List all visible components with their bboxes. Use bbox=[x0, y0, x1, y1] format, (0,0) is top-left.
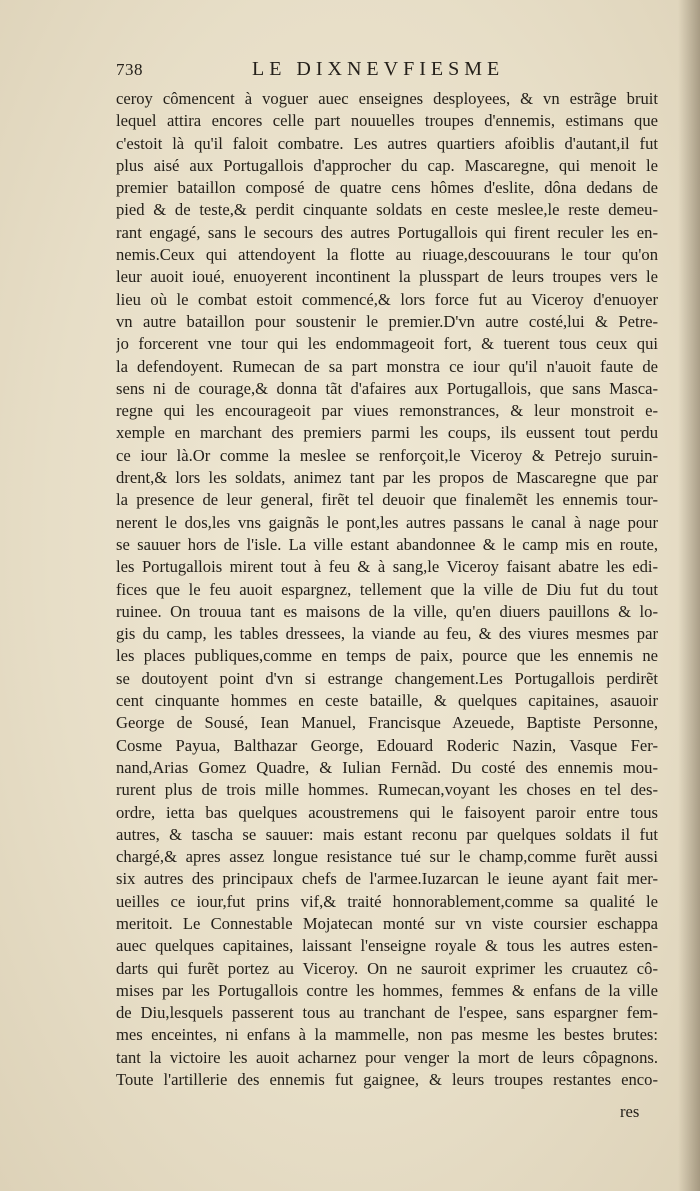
text-line: ruinee. On trouua tant es maisons de la ville, qu'en diuers pauillons & lo- bbox=[116, 601, 658, 621]
text-line: autres, & tascha se sauuer: mais estant reconu par quelques soldats il fut bbox=[116, 824, 658, 844]
text-line: ceroy cômencent à voguer auec enseignes desployees, & vn estrãge bruit bbox=[116, 89, 658, 108]
text-line: mises par les Portugallois contre les hommes, femmes & enfans de la ville bbox=[116, 980, 658, 1000]
text-line: mes enceintes, ni enfans à la mammelle, non pas mesme les bestes brutes: bbox=[116, 1025, 658, 1045]
text-line: gis du camp, les tables dressees, la viande au feu, & des viures mesmes par bbox=[116, 624, 658, 644]
text-line: regne qui les encourageoit par viues remonstrances, & leur monstroit e- bbox=[116, 401, 658, 421]
text-line: meritoit. Le Connestable Mojatecan monté sur vn viste coursier eschappa bbox=[116, 913, 658, 933]
page-number: 738 bbox=[116, 60, 143, 79]
text-line: rant engagé, sans le secours des autres Portugallois qui firent reculer les en- bbox=[116, 222, 658, 242]
text-line: ueilles ce iour,fut prins vif,& traité honnorablement,comme sa qualité le bbox=[116, 891, 658, 911]
text-line: nerent le dos,les vns gaignãs le pont,les autres passans le canal à nage pour bbox=[116, 512, 658, 532]
text-line: vn autre bataillon pour soustenir le premier.D'vn autre costé,lui & Petre- bbox=[116, 311, 658, 331]
text-line: ce iour là.Or comme la meslee se renforçoit,le Viceroy & Petrejo suruin- bbox=[116, 445, 658, 465]
text-line: Cosme Payua, Balthazar George, Edouard Roderic Nazin, Vasque Fer- bbox=[116, 735, 658, 755]
text-line: la presence de leur general, firẽt tel deuoir que finalemẽt les ennemis tour- bbox=[116, 490, 658, 510]
text-line: drent,& lors les soldats, animez tant par les propos de Mascaregne que par bbox=[116, 468, 658, 488]
text-line: pied & de teste,& perdit cinquante soldats en ceste meslee,le reste demeu- bbox=[116, 200, 658, 220]
text-line: lequel attira encores celle part nouuelles troupes d'ennemis, estimans que bbox=[116, 111, 658, 131]
text-line: cent cinquante hommes en ceste bataille, & quelques capitaines, asauoir bbox=[116, 691, 658, 711]
text-line: premier bataillon composé de quatre cens hômes d'eslite, dôna dedans de bbox=[116, 178, 658, 198]
text-line: George de Sousé, Iean Manuel, Francisque Azeuede, Baptiste Personne, bbox=[116, 713, 658, 733]
text-line: darts qui furẽt portez au Viceroy. On ne sauroit exprimer les cruautez cô- bbox=[116, 958, 658, 978]
text-line: plus aisé aux Portugallois d'approcher du cap. Mascaregne, qui menoit le bbox=[116, 155, 658, 175]
text-line: lieu où le combat estoit commencé,& lors force fut au Viceroy d'enuoyer bbox=[116, 289, 658, 309]
text-line: tant la victoire les auoit acharnez pour venger la mort de leurs côpagnons. bbox=[116, 1047, 658, 1067]
text-line: se doutoyent point d'vn si estrange changement.Les Portugallois perdirẽt bbox=[116, 668, 658, 688]
text-line: ordre, ietta bas quelques acoustremens qui le faisoyent paroir entre tous bbox=[116, 802, 658, 822]
text-line: leur auoit ioué, enuoyerent incontinent la plusspart de leurs troupes vers le bbox=[116, 267, 658, 287]
text-line: six autres des principaux chefs de l'armee.Iuzarcan le ieune ayant fait mer- bbox=[116, 869, 658, 889]
text-line: se sauuer hors de l'isle. La ville estant abandonnee & le camp mis en route, bbox=[116, 534, 658, 554]
text-line: Toute l'artillerie des ennemis fut gaignee, & leurs troupes restantes enco- bbox=[116, 1070, 658, 1090]
text-line: nand,Arias Gomez Quadre, & Iulian Fernãd. Du costé des ennemis mou- bbox=[116, 757, 658, 777]
text-line: auec quelques capitaines, laissant l'enseigne royale & tous les autres esten- bbox=[116, 936, 658, 956]
text-line: nemis.Ceux qui attendoyent la flotte au riuage,descouurans le tour qu'on bbox=[116, 245, 658, 265]
text-line: sens ni de courage,& donna tãt d'afaires aux Portugallois, que sans Masca- bbox=[116, 378, 658, 398]
text-line: les places publiques,comme en temps de paix, pource que les ennemis ne bbox=[116, 646, 658, 666]
text-line: xemple en marchant des premiers parmi les coups, ils eussent tout perdu bbox=[116, 423, 658, 443]
catchword: res bbox=[620, 1102, 640, 1121]
text-line: rurent plus de trois mille hommes. Rumecan,voyant les choses en tel des- bbox=[116, 780, 658, 800]
text-line: jo forcerent vne tour qui les endommageoit fort, & tuerent tous ceux qui bbox=[116, 334, 658, 354]
text-line: c'estoit là qu'il faloit combatre. Les autres quartiers afoiblis d'autant,il fut bbox=[116, 133, 658, 153]
body-text bbox=[116, 88, 658, 1091]
text-line: chargé,& apres assez longue resistance tué sur le champ,comme furẽt aussi bbox=[116, 847, 658, 867]
text-line: de Diu,lesquels passerent tous au tranchant de l'espee, sans espargner fem- bbox=[116, 1003, 658, 1023]
page-header bbox=[116, 58, 660, 84]
text-line: la defendoyent. Rumecan de sa part monstra ce iour qu'il n'auoit faute de bbox=[116, 356, 658, 376]
text-line: les Portugallois mirent tout à feu & à sang,le Viceroy faisant abatre les edi- bbox=[116, 557, 658, 577]
running-head: LE DIXNEVFIESME bbox=[252, 58, 505, 80]
text-line: fices que le feu auoit espargnez, tellement que la ville de Diu fut du tout bbox=[116, 579, 658, 599]
